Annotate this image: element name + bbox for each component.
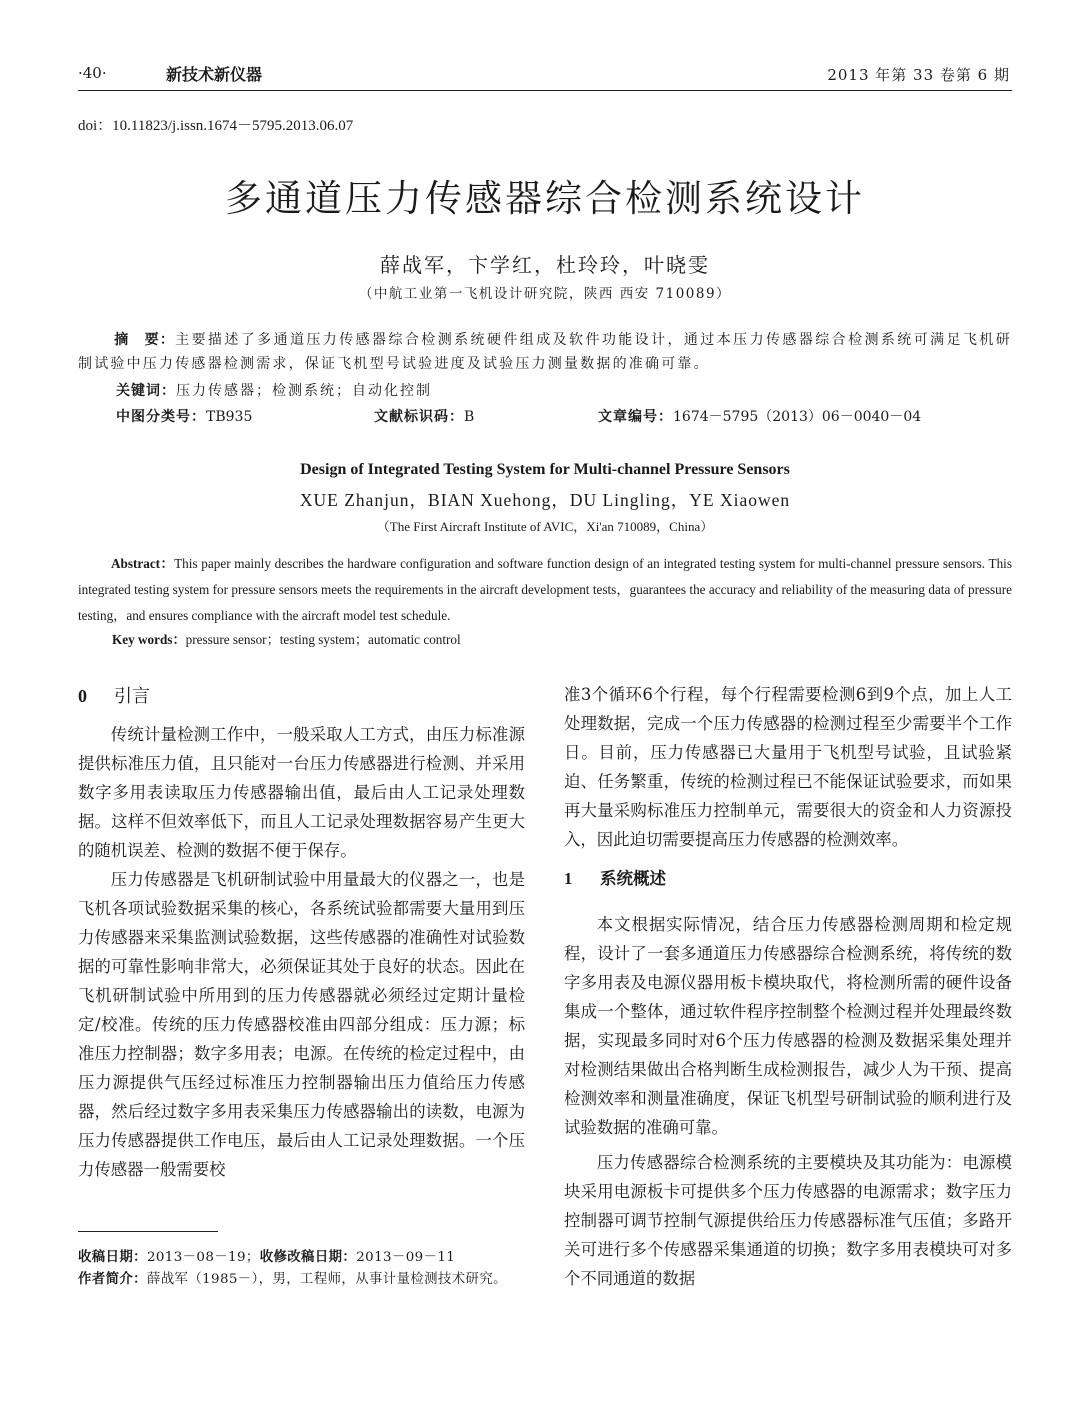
- document-code: 文献标识码：B: [374, 409, 475, 425]
- section-0-paragraph-2: 压力传感器是飞机研制试验中用量最大的仪器之一，也是飞机各项试验数据采集的核心，各系统试验都需要大量用到压力传感器来采集监测试验数据，这些传感器的准确性对试验数据的可靠性影响非常大，必须保证其处于良好的状态。因此在飞机研制试验中所用到的压力传感器就必须经过定期计量检定/校准。传统的压力传感器校准由四部分组成：压力源；标准压力控制器；数字多用表；电源。在传统的检定过程中，由压力源提供气压经过标准压力控制器输出压力值给压力传感器，然后经过数字多用表采集压力传感器输出的读数，电源为压力传感器提供工作电压，最后由人工记录处理数据。一个压力传感器一般需要校: [78, 870, 525, 1179]
- left-column: [78, 680, 525, 1184]
- section-0-paragraph-2-continued: 准3个循环6个行程，每个行程需要检测6到9个点，加上人工处理数据，完成一个压力传感器的检测过程至少需要半个工作日。目前，压力传感器已大量用于飞机型号试验，且试验紧迫、任务繁重，传统的检测过程已不能保证试验要求，而如果再大量采购标准压力控制单元，需要很大的资金和人力资源投入，因此迫切需要提高压力传感器的检测效率。: [564, 685, 1012, 849]
- abstract-cn-label: 摘 要：: [114, 332, 176, 348]
- footnote-rule: [78, 1231, 218, 1232]
- authors-cn: 薛战军，卞学红，杜玲玲，叶晓雯: [380, 253, 710, 277]
- footnote-dates: 收稿日期：2013－08－19；收修改稿日期：2013－09－11: [78, 1250, 456, 1265]
- english-keywords-label: Key words：: [112, 632, 186, 647]
- english-affiliation: （The First Aircraft Institute of AVIC，Xi'an 710089，China）: [376, 519, 714, 534]
- abstract-cn: [78, 328, 1012, 376]
- article-number: 文章编号：1674－5795（2013）06－0040－04: [598, 409, 922, 425]
- english-authors: XUE Zhanjun，BIAN Xuehong，DU Lingling，YE Xiaowen: [299, 490, 791, 510]
- keywords-cn-text: 压力传感器；检测系统；自动化控制: [176, 383, 432, 399]
- footnote-author-bio: 作者简介：薛战军（1985－），男，工程师，从事计量检测技术研究。: [78, 1272, 507, 1287]
- clc-code: 中图分类号：TB935: [116, 409, 253, 425]
- footnotes: [78, 1247, 525, 1291]
- section-1-paragraph-1: 本文根据实际情况，结合压力传感器检测周期和检定规程，设计了一套多通道压力传感器综合检测系统，将传统的数字多用表及电源仪器用板卡模块取代，将检测所需的硬件设备集成一个整体，通过软件程序控制整个检测过程并处理最终数据，实现最多同时对6个压力传感器的检测及数据采集处理并对检测结果做出合格判断生成检测报告，减少人为干预、提高检测效率和测量准确度，保证飞机型号研制试验的顺利进行及试验数据的准确可靠。: [564, 915, 1012, 1137]
- page-number: ·40·: [78, 64, 107, 82]
- section-1-heading: [564, 856, 1012, 902]
- section-0-title: 引言: [114, 686, 150, 707]
- english-abstract-label: Abstract：: [111, 556, 175, 571]
- affiliation-cn: （中航工业第一飞机设计研究院，陕西 西安 710089）: [358, 286, 732, 302]
- issue-info: 2013 年第 33 卷第 6 期: [827, 66, 1010, 84]
- english-keywords-text: pressure sensor；testing system；automatic control: [185, 632, 461, 647]
- english-abstract: [78, 551, 1012, 629]
- section-1-title: 系统概述: [600, 869, 666, 888]
- keywords-cn: [116, 380, 432, 400]
- doi[interactable]: doi：10.11823/j.issn.1674－5795.2013.06.07: [78, 118, 354, 134]
- abstract-cn-text: 主要描述了多通道压力传感器综合检测系统硬件组成及软件功能设计，通过本压力传感器综合检测系统可满足飞机研制试验中压力传感器检测需求，保证飞机型号试验进度及试验压力测量数据的准确可靠。: [78, 332, 1012, 372]
- section-1-paragraph-2: 压力传感器综合检测系统的主要模块及其功能为：电源模块采用电源板卡可提供多个压力传感器的电源需求；数字压力控制器可调节控制气源提供给压力传感器标准气压值；多路开关可进行多个传感器采集通道的切换；数字多用表模块可对多个不同通道的数据: [564, 1153, 1012, 1288]
- english-title: Design of Integrated Testing System for Multi-channel Pressure Sensors: [300, 461, 790, 478]
- section-0-paragraph-1: 传统计量检测工作中，一般采取人工方式，由压力标准源提供标准压力值，且只能对一台压力传感器进行检测、并采用数字多用表读取压力传感器输出值，最后由人工记录处理数据。这样不但效率低下，而且人工记录处理数据容易产生更大的随机误差、检测的数据不便于保存。: [78, 725, 525, 860]
- right-column: [564, 680, 1012, 1293]
- section-0-heading: [78, 680, 525, 712]
- english-abstract-text: This paper mainly describes the hardware configuration and software function design of an integrated testing system for multi-channel pressure sensors. This integrated testing system for pressure sensors meets the requirements in the aircraft development tests，guarantees the accuracy and reliability of the measuring data of pressure testing，and ensures compliance with the aircraft model test schedule.: [78, 556, 1012, 623]
- paper-title: 多通道压力传感器综合检测系统设计: [225, 177, 865, 220]
- section-0-number: 0: [78, 686, 87, 706]
- running-header: [78, 62, 1012, 91]
- keywords-cn-label: 关键词：: [116, 383, 176, 399]
- journal-name: 新技术新仪器: [166, 65, 263, 84]
- english-keywords: [112, 629, 461, 648]
- section-1-number: 1: [564, 869, 573, 888]
